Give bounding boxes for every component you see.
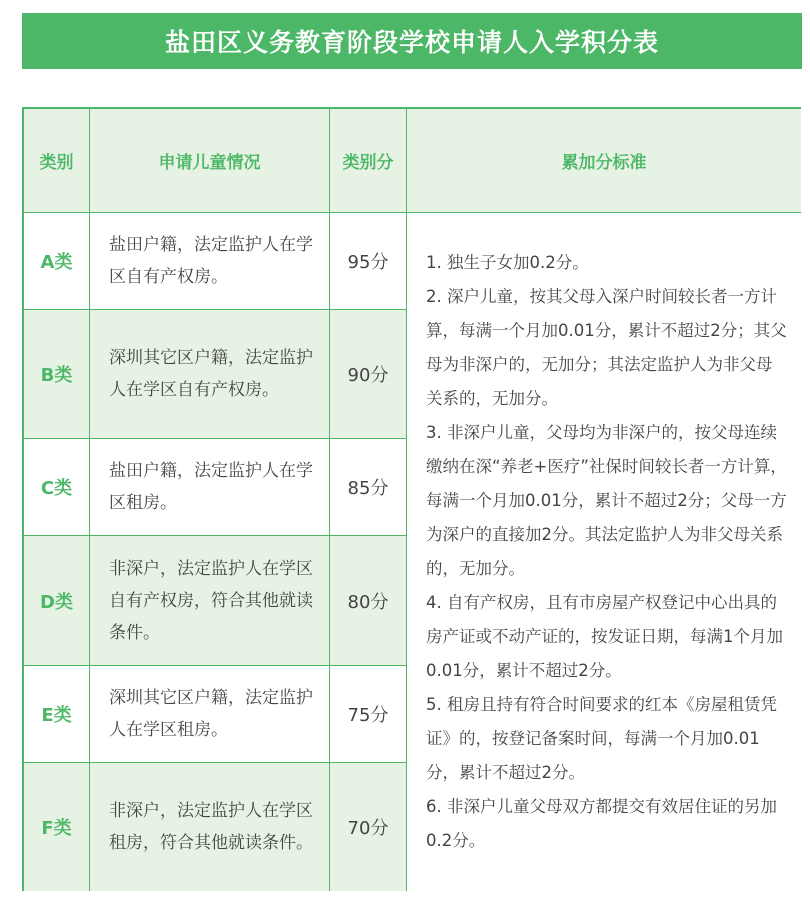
condition-cell: 深圳其它区户籍，法定监护人在学区自有产权房。 [90, 310, 329, 438]
category-cell: F类 [24, 763, 89, 891]
score-table [22, 107, 801, 891]
row-divider [24, 762, 406, 763]
category-cell: B类 [24, 310, 89, 438]
condition-cell: 盐田户籍，法定监护人在学区自有产权房。 [109, 235, 313, 287]
condition-cell: 非深户，法定监护人在学区自有产权房，符合其他就读条件。 [90, 536, 329, 665]
score-cell: 75分 [347, 705, 389, 726]
condition-cell: 盐田户籍，法定监护人在学区租房。 [109, 461, 313, 513]
condition-cell: 深圳其它区户籍，法定监护人在学区租房。 [109, 688, 313, 740]
row-divider [24, 438, 406, 439]
score-cell: 70分 [330, 763, 406, 891]
row-divider [24, 212, 801, 213]
category-cell: A类 [40, 252, 73, 273]
score-cell: 90分 [330, 310, 406, 438]
header-condition: 申请儿童情况 [90, 109, 329, 212]
column-divider [329, 109, 330, 889]
bonus-rule: 2. 深户儿童，按其父母入深户时间较长者一方计算，每满一个月加0.01分，累计不超过2分；其父母为非深户的，无加分；其法定监护人为非父母关系的，无加分。 [426, 287, 787, 408]
row-divider [24, 309, 406, 310]
row-divider [24, 535, 406, 536]
category-cell: D类 [24, 536, 89, 665]
score-cell: 85分 [347, 478, 389, 499]
row-divider [24, 665, 406, 666]
bonus-rule: 6. 非深户儿童父母双方都提交有效居住证的另加0.2分。 [426, 797, 777, 850]
bonus-rules [407, 213, 801, 891]
bonus-rule: 1. 独生子女加0.2分。 [426, 253, 589, 272]
column-divider [89, 109, 90, 889]
bonus-rule: 4. 自有产权房，且有市房屋产权登记中心出具的房产证或不动产证的，按发证日期，每满1个月加0.01分，累计不超过2分。 [426, 593, 783, 680]
bonus-rule: 5. 租房且持有符合时间要求的红本《房屋租赁凭证》的，按登记备案时间，每满一个月加0.01分，累计不超过2分。 [426, 695, 777, 782]
category-cell: C类 [40, 478, 73, 499]
header-score: 类别分 [330, 109, 406, 212]
condition-cell: 非深户，法定监护人在学区租房，符合其他就读条件。 [90, 763, 329, 891]
category-cell: E类 [41, 705, 72, 726]
score-cell: 80分 [330, 536, 406, 665]
column-divider [406, 109, 407, 889]
header-category: 类别 [24, 109, 89, 212]
page-title: 盐田区义务教育阶段学校申请人入学积分表 [22, 13, 802, 69]
header-bonus: 累加分标准 [407, 109, 801, 212]
bonus-rule: 3. 非深户儿童，父母均为非深户的，按父母连续缴纳在深“养老+医疗”社保时间较长者一方计算，每满一个月加0.01分，累计不超过2分；父母一方为深户的直接加2分。其法定监护人为非父母关系的，无加分。 [426, 423, 787, 578]
score-cell: 95分 [347, 252, 389, 273]
